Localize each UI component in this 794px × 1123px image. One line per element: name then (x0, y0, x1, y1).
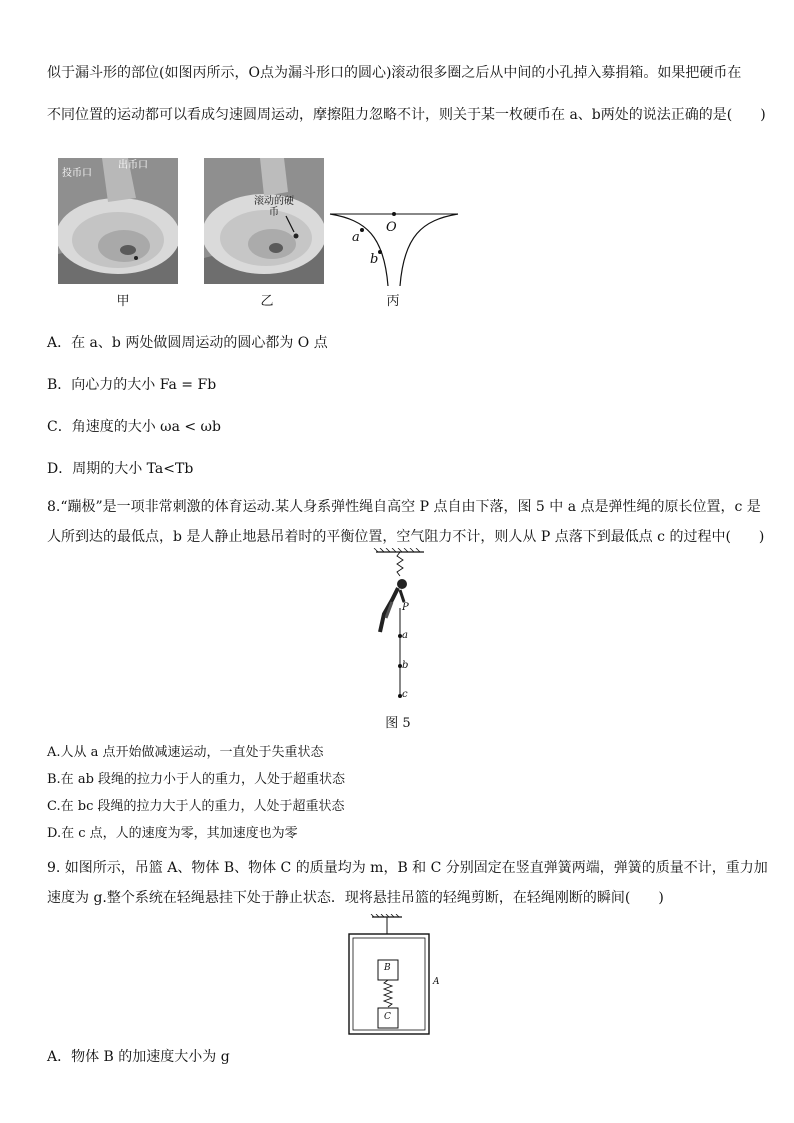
q7-option-a: A．在 a、b 两处做圆周运动的圆心都为 O 点 (47, 335, 328, 351)
figure-jia-caption: 甲 (116, 294, 130, 309)
q8-stem-line-1: 8.“蹦极”是一项非常刺激的体育运动.某人身系弹性绳自高空 P 点自由下落，图 5 中 a 点是弹性绳的原长位置，c 是 (47, 499, 761, 515)
q7-option-d: D．周期的大小 Ta<Tb (47, 461, 194, 477)
q9-stem-line-2: 速度为 g.整个系统在轻绳悬挂下处于静止状态．现将悬挂吊篮的轻绳剪断，在轻绳刚断的瞬间( ) (47, 890, 664, 906)
q8-option-b: B.在 ab 段绳的拉力小于人的重力，人处于超重状态 (47, 772, 346, 787)
point-b (378, 250, 382, 254)
q8-option-c: C.在 bc 段绳的拉力大于人的重力，人处于超重状态 (47, 799, 345, 814)
figure-yi-caption: 乙 (260, 294, 274, 309)
funnel-photo-yi (204, 158, 324, 284)
label-c-fig5: c (402, 689, 408, 700)
label-B: B (384, 963, 391, 973)
q7-option-c: C．角速度的大小 ωa < ωb (47, 419, 221, 435)
figure-yi-photo (204, 158, 324, 284)
bungee-figure (370, 548, 430, 702)
label-P-fig5: P (402, 602, 409, 613)
figure-5-caption: 图 5 (385, 716, 411, 731)
exit-slot-label: 出币口 (118, 160, 148, 171)
point-a (360, 228, 364, 232)
q7-option-b: B．向心力的大小 Fa = Fb (47, 377, 217, 393)
label-a-fig5: a (402, 630, 408, 641)
rolling-coin-label: 滚动的硬币 (254, 196, 294, 218)
label-A: A (433, 977, 440, 987)
q7-stem-line-2: 不同位置的运动都可以看成匀速圆周运动，摩擦阻力忽略不计，则关于某一枚硬币在 a、b两处的说法正确的是( ) (47, 107, 766, 123)
q8-option-a: A.人从 a 点开始做减速运动，一直处于失重状态 (47, 745, 324, 760)
label-C: C (384, 1012, 391, 1022)
q9-stem-line-1: 9. 如图所示，吊篮 A、物体 B、物体 C 的质量均为 m，B 和 C 分别固定在竖直弹簧两端，弹簧的质量不计，重力加 (47, 860, 768, 876)
label-O: O (386, 220, 397, 235)
label-a: a (352, 230, 360, 245)
figure-bing-diagram (326, 204, 462, 286)
q7-stem-line-1: 似于漏斗形的部位(如图丙所示，O点为漏斗形口的圆心)滚动很多圈之后从中间的小孔掉入募捐箱。如果把硬币在 (47, 65, 742, 81)
spring (384, 980, 392, 1007)
insert-slot-label: 投币口 (62, 168, 92, 179)
label-b: b (370, 252, 379, 267)
q8-option-d: D.在 c 点，人的速度为零，其加速度也为零 (47, 826, 298, 841)
q9-option-a: A．物体 B 的加速度大小为 g (47, 1049, 230, 1065)
label-b-fig5: b (402, 660, 409, 671)
point-O (392, 212, 396, 216)
figure-bing-caption: 丙 (386, 294, 400, 309)
q8-stem-line-2: 人所到达的最低点，b 是人静止地悬吊着时的平衡位置，空气阻力不计，则人从 P 点落下到最低点 c 的过程中( ) (47, 529, 765, 545)
